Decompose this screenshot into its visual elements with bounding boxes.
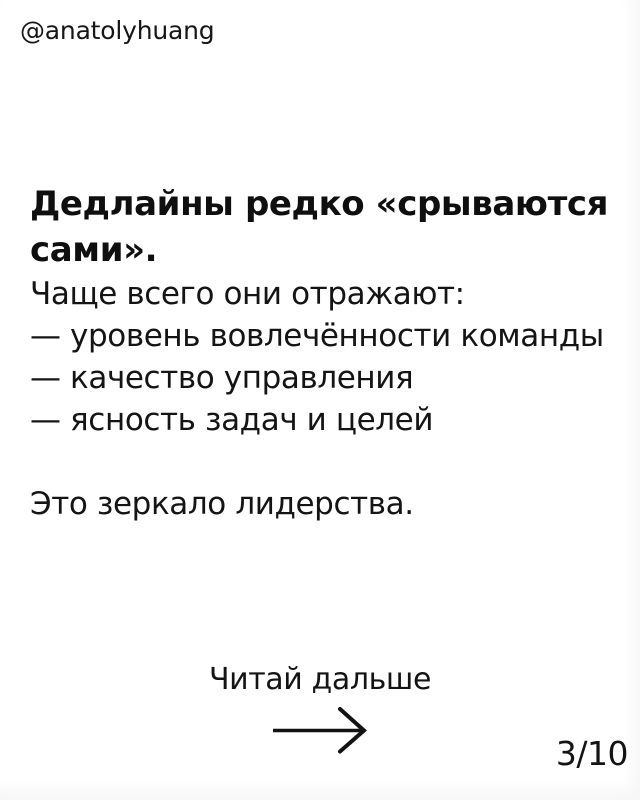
read-more-cta[interactable] (0, 662, 640, 758)
heading-line: сами». (30, 230, 158, 270)
body-line-bullet: — качество управления (30, 360, 414, 396)
heading-line: Дедлайны редко «срываются (30, 184, 609, 224)
body-line-intro: Чаще всего они отражают: (30, 276, 465, 312)
body-line-bullet: — ясность задач и целей (30, 402, 434, 438)
body-line-bullet: — уровень вовлечённости команды (30, 318, 604, 354)
read-more-label: Читай дальше (208, 662, 432, 697)
slide-heading (30, 181, 616, 273)
author-handle: @anatolyhuang (20, 16, 215, 45)
long-right-arrow-icon (271, 706, 369, 758)
closing-line: Это зеркало лидерства. (30, 486, 414, 522)
page-indicator: 3/10 (555, 734, 628, 773)
slide-text-block (30, 181, 616, 525)
